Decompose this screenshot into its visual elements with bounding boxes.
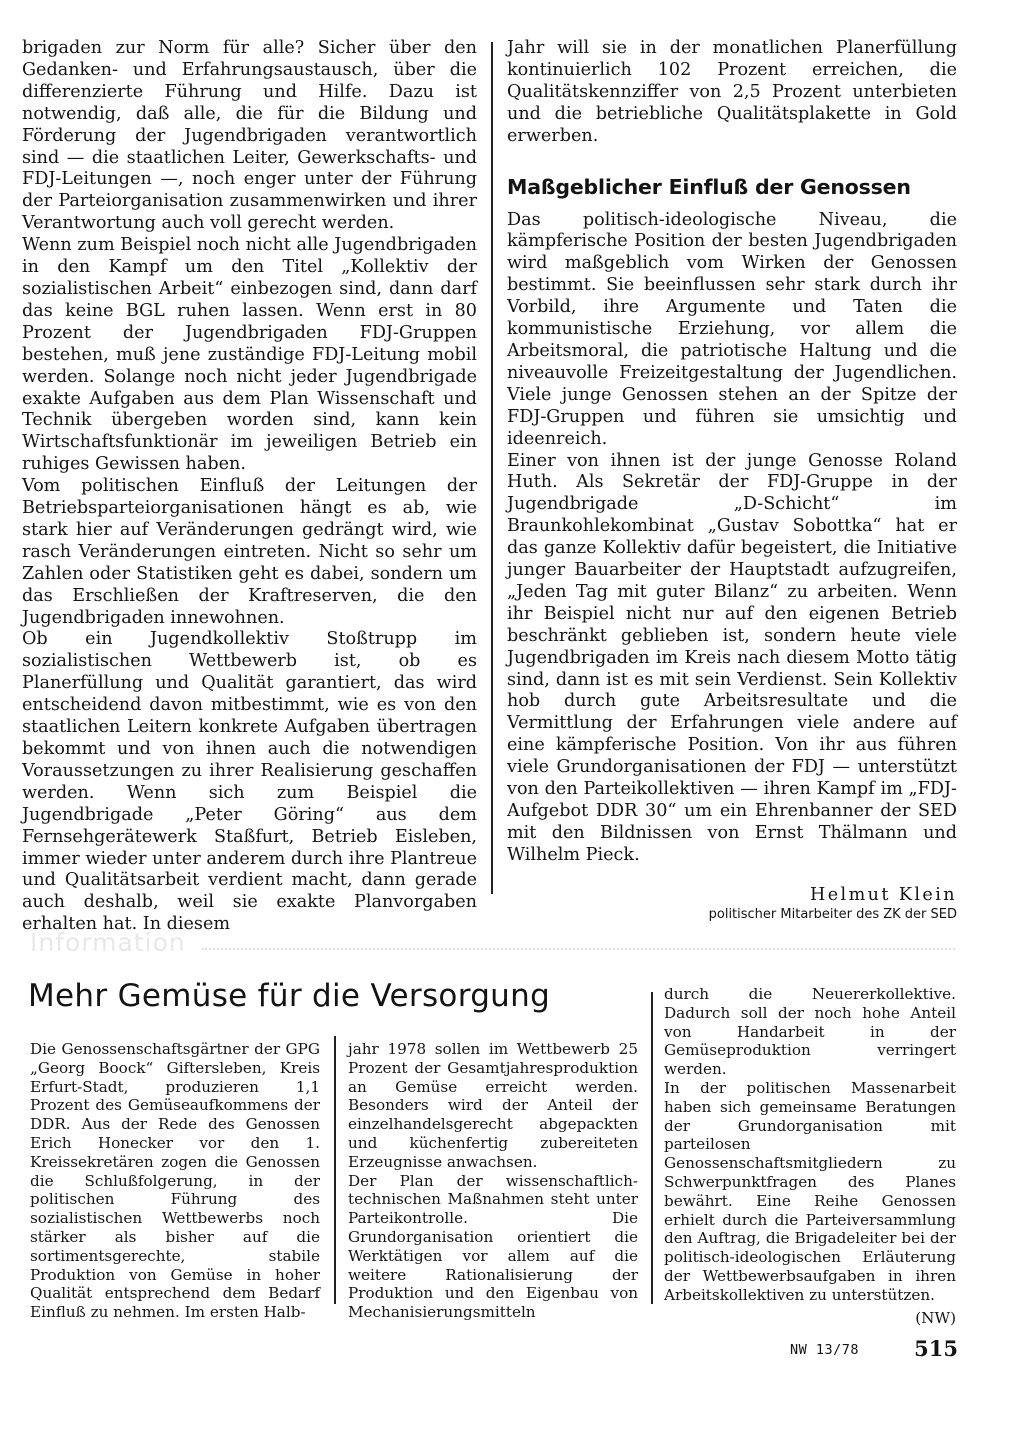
issue-reference: NW 13/78 <box>790 1342 860 1358</box>
article-right-column <box>507 38 957 924</box>
author-role: politischer Mitarbeiter des ZK der SED <box>708 906 957 922</box>
page-number: 515 <box>914 1336 958 1361</box>
paragraph: Jahr will sie in der monatlichen Planerfüllung kontinuierlich 102 Prozent erreichen, die Qualitätskennziffer von 2,5 Prozent unterbieten und die betriebliche Qualitätsplakette in Gold erwerben. <box>507 38 957 146</box>
article-left-column <box>22 38 477 936</box>
information-label: Information <box>30 928 186 957</box>
paragraph: brigaden zur Norm für alle? Sicher über den Gedanken- und Erfahrungsaustausch, über die differenzierte Führung und Hilfe. Dazu ist notwendig, daß alle, die für die Bildung und Förderung der Jugendbrigaden verantwortlich sind — die staatlichen Leiter, Gewerkschafts- und FDJ-Leitungen —, noch enger unter der Führung der Parteiorganisation zusammenwirken und ihrer Verantwortung auch voll gerecht werden. <box>22 38 477 234</box>
news-column-2 <box>348 1040 638 1322</box>
column-divider <box>491 42 493 894</box>
paragraph: In der politischen Massenarbeit haben sich gemeinsame Beratungen der Grundorganisation mit parteilosen Genossenschaftsmitgliedern zu Schwerpunktfragen des Planes bewährt. Eine Reihe Genossen erhielt durch die Parteiversammlung den Auftrag, die Brigadeleiter bei der politisch-ideologischen Erläuterung der Wettbewerbsaufgaben in ihren Arbeitskollektiven zu unterstützen. <box>664 1078 956 1304</box>
paragraph: Der Plan der wissenschaftlich-technischen Maßnahmen steht unter Parteikontrolle. Die Grundorganisation orientiert die Werktätigen vor allem auf die weitere Rationalisierung der Produktion und den Eigenbau von Mechanisierungsmitteln <box>348 1171 638 1322</box>
section-subheading: Maßgeblicher Einfluß der Genossen <box>507 174 911 199</box>
information-band <box>30 924 955 964</box>
paragraph: Vom politischen Einfluß der Leitungen der Betriebsparteiorganisationen hängt es ab, wie stark hier auf Veränderungen gedrängt wird, wie rasch Veränderungen eintreten. Nicht so sehr um Zahlen oder Statistiken geht es dabei, sondern um das Erschließen der Kraftreserven, die den Jugendbrigaden innewohnen. <box>22 476 477 628</box>
paragraph: Wenn zum Beispiel noch nicht alle Jugendbrigaden in den Kampf um den Titel „Kollektiv der sozialistischen Arbeit“ einbezogen sind, dann darf das keine BGL ruhen lassen. Wenn erst in 80 Prozent der Jugendbrigaden FDJ-Gruppen bestehen, muß jene zuständige FDJ-Leitung mobil werden. Solange noch nicht jeder Jugendbrigade exakte Aufgaben aus dem Plan Wissenschaft und Technik übergeben worden sind, kann kein Wirtschaftsfunktionär im jeweiligen Betrieb ein ruhiges Gewissen haben. <box>22 235 477 475</box>
paragraph: Ob ein Jugendkollektiv Stoßtrupp im sozialistischen Wettbewerb ist, ob es Planerfüllung und Qualität garantiert, das wird entscheidend davon mitbestimmt, wie es von den staatlichen Leitern konkrete Aufgaben übertragen bekommt und von ihnen auch die notwendigen Voraussetzungen zu ihrer Realisierung geschaffen werden. Wenn sich zum Beispiel die Jugendbrigade „Peter Göring“ aus dem Fernsehgerätewerk Staßfurt, Betrieb Eisleben, immer wieder unter anderem durch ihre Plantreue und Qualitätsarbeit verdient macht, dann gerade auch deshalb, weil sie exakte Planvorgaben erhalten hat. In diesem <box>22 629 477 935</box>
paragraph: Einer von ihnen ist der junge Genosse Roland Huth. Als Sekretär der FDJ-Gruppe in der Jugendbrigade „D-Schicht“ im Braunkohlekombinat „Gustav Sobottka“ hat er das ganze Kollektiv dafür begeistert, die Initiative junger Bauarbeiter der Hauptstadt aufzugreifen, „Jeden Tag mit guter Bilanz“ zu arbeiten. Wenn ihr Beispiel nicht nur auf den eigenen Betrieb beschränkt geblieben ist, sondern heute viele Jugendbrigaden im Kreis nach diesem Motto tätig sind, dann ist es mit sein Verdienst. Sein Kollektiv hob durch gute Arbeitsresultate und die Vermittlung der Erfahrungen viele andere auf eine kämpferische Position. Von ihr aus führen viele Grundorganisationen der FDJ — unterstützt von den Parteikollektiven — ihren Kampf im „FDJ-Aufgebot DDR 30“ um ein Ehrenbanner der SED mit den Bildnissen von Ernst Thälmann und Wilhelm Pieck. <box>507 450 957 865</box>
page-footer <box>790 1336 958 1366</box>
article-headline: Mehr Gemüse für die Versorgung <box>28 978 551 1014</box>
paragraph: Das politisch-ideologische Niveau, die kämpferische Position der besten Jugendbrigaden wird maßgeblich vom Wirken der Genossen bestimmt. Sie beeinflussen sehr stark durch ihr Vorbild, ihre Argumente und Taten die kommunistische Erziehung, vor allem die Arbeitsmoral, die patriotische Haltung und die niveauvolle Freizeitgestaltung der Jugendlichen. Viele junge Genossen stehen an der Spitze der FDJ-Gruppen und führen sie umsichtig und ideenreich. <box>507 209 957 449</box>
column-divider <box>334 1036 336 1304</box>
paragraph: jahr 1978 sollen im Wettbewerb 25 Prozent der Gesamtjahresproduktion an Gemüse erreicht werden. Besonders wird der Anteil der einzelhandelsgerecht abgepackten und küchenfertig zubereiteten Erzeugnisse anwachsen. <box>348 1040 638 1171</box>
dotted-rule <box>202 948 955 950</box>
paragraph: Die Genossenschaftsgärtner der GPG „Georg Boock“ Giftersleben, Kreis Erfurt-Stadt, produzieren 1,1 Prozent des Gemüseaufkommens der DDR. Aus der Rede des Genossen Erich Honecker vor den 1. Kreissekretären zogen die Genossen die Schlußfolgerung, in der politischen Führung des sozialistischen Wettbewerbs noch stärker als bisher auf die sortimentsgerechte, stabile Produktion von Gemüse in hoher Qualität entsprechend dem Bedarf Einfluß zu nehmen. Im ersten Halb- <box>30 1040 320 1322</box>
news-column-3 <box>664 985 956 1327</box>
news-column-1 <box>30 1040 320 1322</box>
paragraph: durch die Neuererkollektive. Dadurch soll der noch hohe Anteil von Handarbeit in der Gemüseproduktion verringert werden. <box>664 985 956 1079</box>
author-name: Helmut Klein <box>810 884 957 905</box>
author-byline <box>507 884 957 924</box>
source-signature: (NW) <box>915 1308 956 1327</box>
column-divider <box>651 992 653 1304</box>
